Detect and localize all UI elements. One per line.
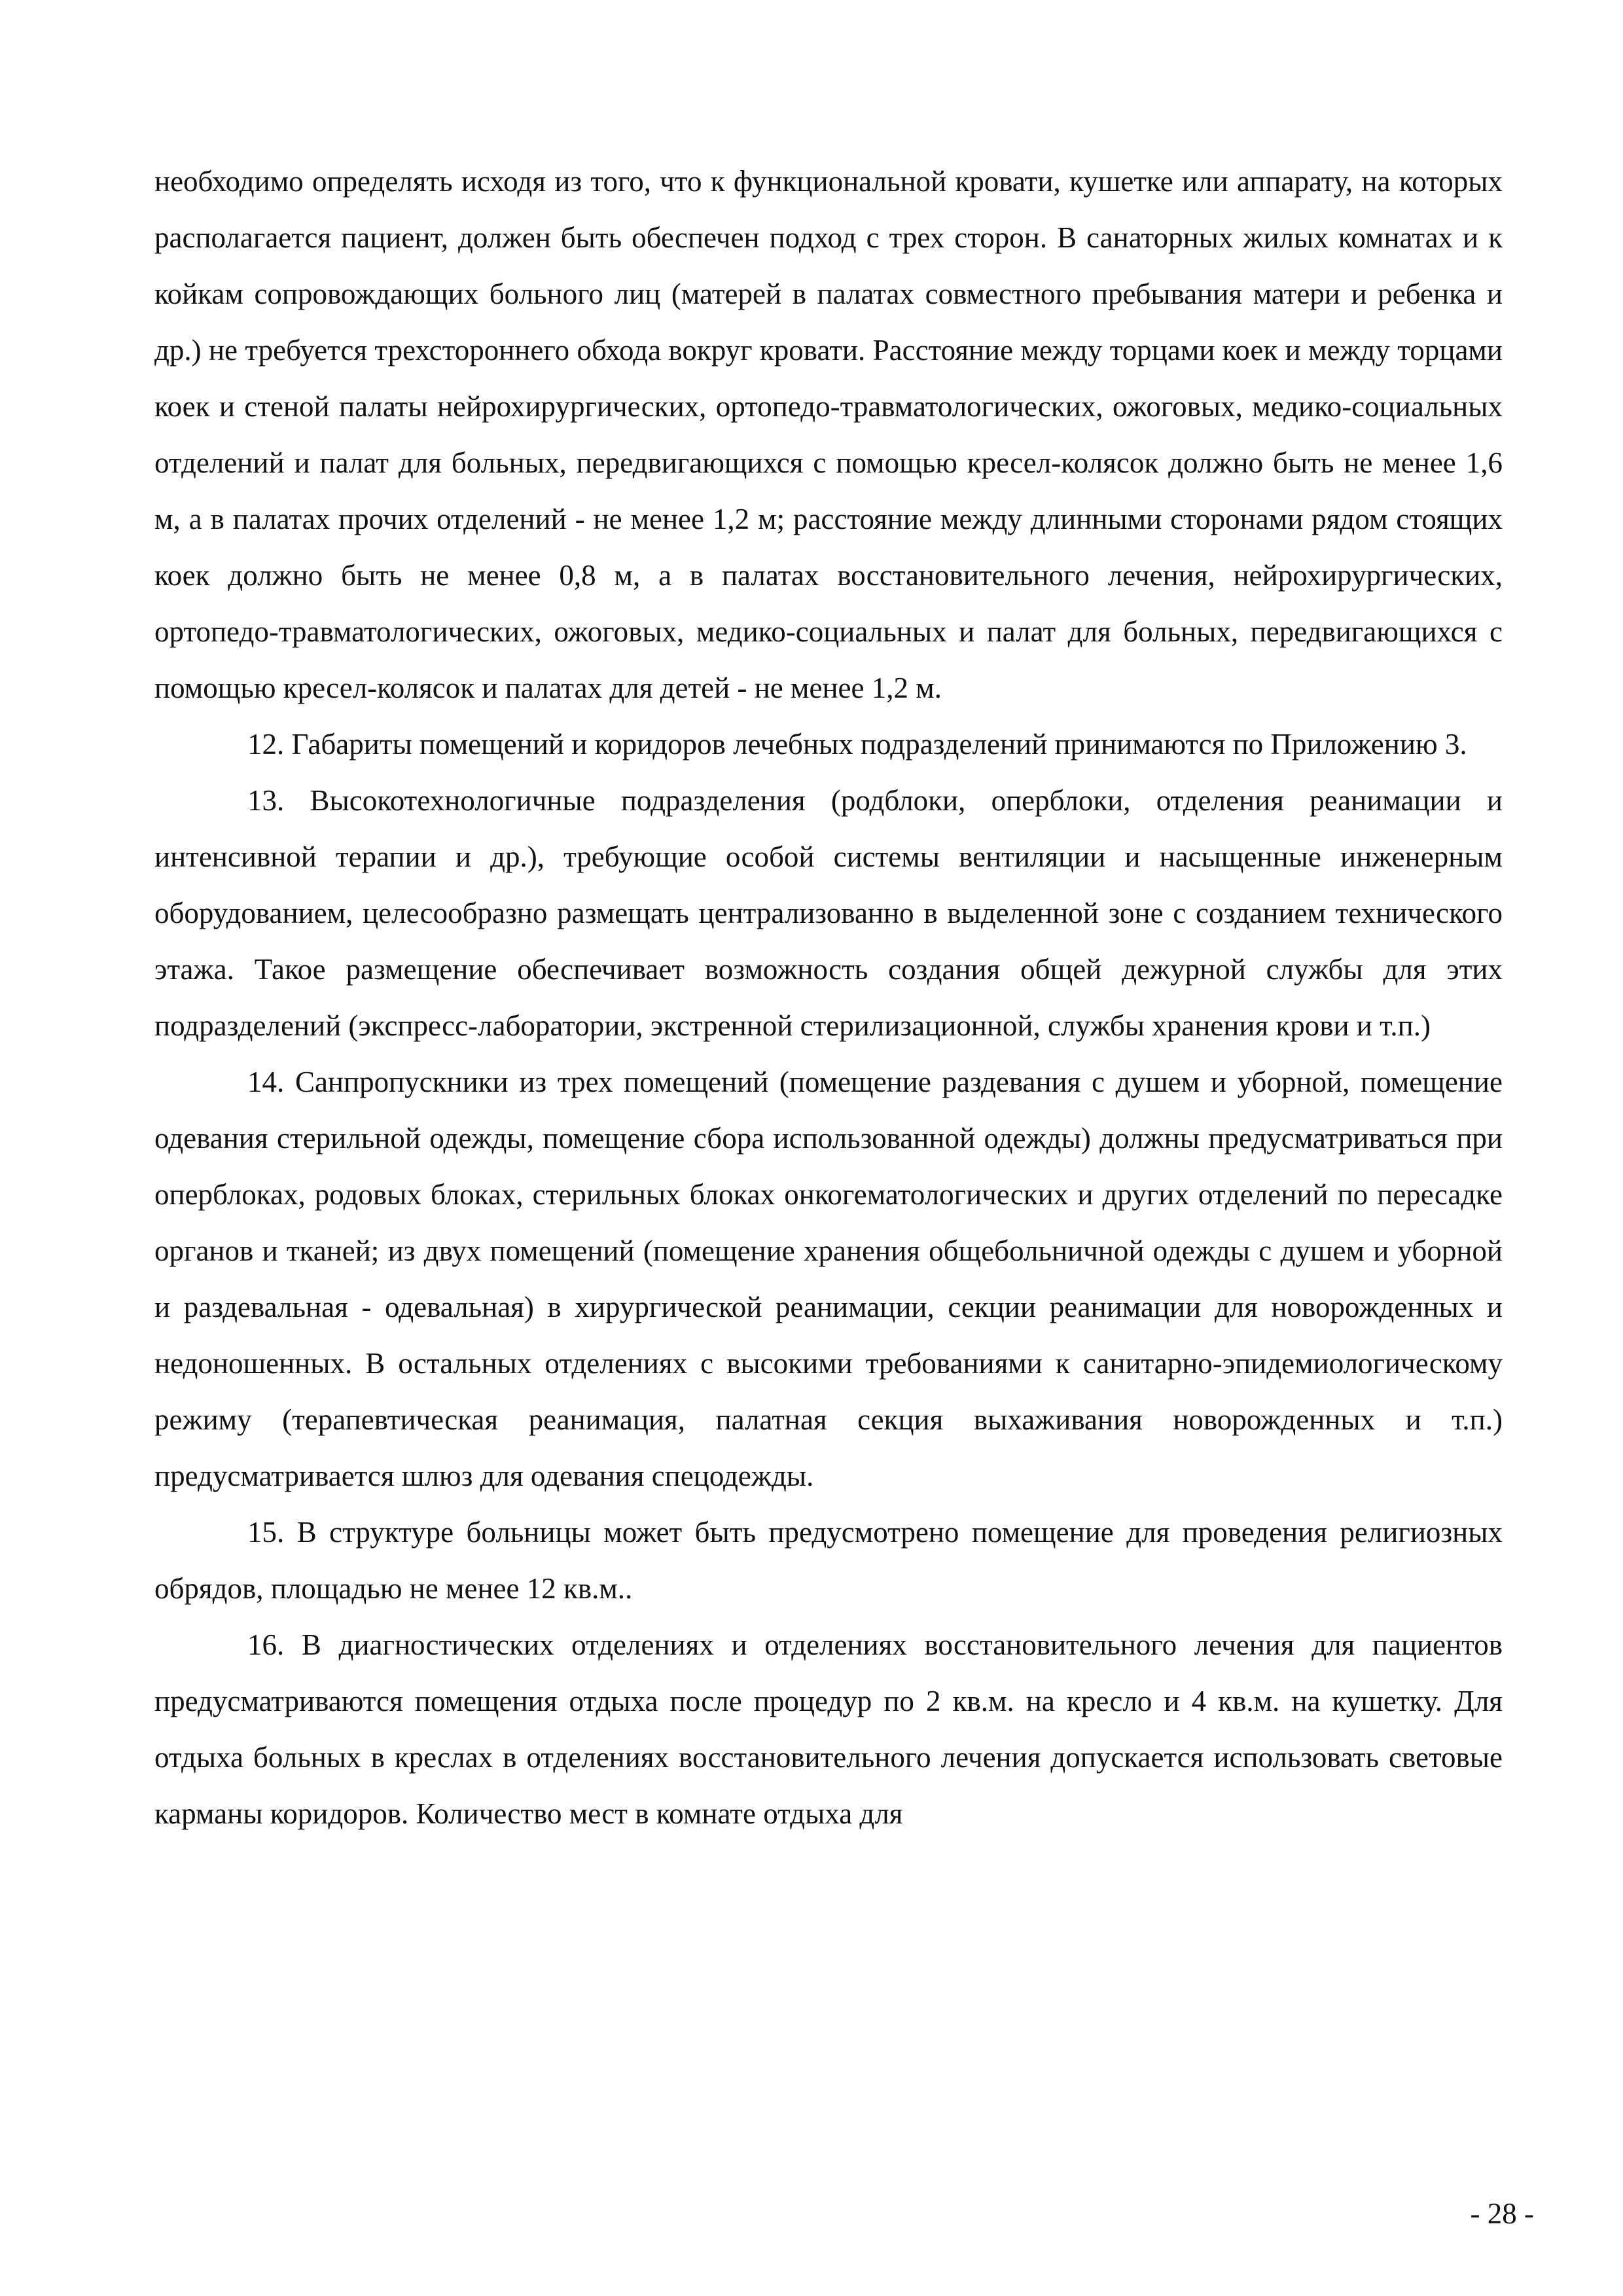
document-body [154, 153, 1503, 1842]
paragraph-continuation: необходимо определять исходя из того, что к функциональной кровати, кушетке или аппарату, на которых располагается пациент, должен быть обеспечен подход с трех сторон. В санаторных жилых комнатах и к койкам сопровождающих больного лиц (матерей в палатах совместного пребывания матери и ребенка и др.) не требуется трехстороннего обхода вокруг кровати. Расстояние между торцами коек и между торцами коек и стеной палаты нейрохирургических, ортопедо-травматологических, ожоговых, медико-социальных отделений и палат для больных, передвигающихся с помощью кресел-колясок должно быть не менее 1,6 м, а в палатах прочих отделений - не менее 1,2 м; расстояние между длинными сторонами рядом стоящих коек должно быть не менее 0,8 м, а в палатах восстановительного лечения, нейрохирургических, ортопедо-травматологических, ожоговых, медико-социальных и палат для больных, передвигающихся с помощью кресел-колясок и палатах для детей - не менее 1,2 м. [154, 165, 1503, 704]
paragraph-item-15: 15. В структуре больницы может быть предусмотрено помещение для проведения религиозных обрядов, площадью не менее 12 кв.м.. [154, 1516, 1503, 1605]
paragraph-item-12: 12. Габариты помещений и коридоров лечебных подразделений принимаются по Приложению 3. [247, 728, 1467, 761]
page-number: - 28 - [1470, 2197, 1534, 2230]
paragraph-item-16: 16. В диагностических отделениях и отделениях восстановительного лечения для пациентов предусматриваются помещения отдыха после процедур по 2 кв.м. на кресло и 4 кв.м. на кушетку. Для отдыха больных в креслах в отделениях восстановительного лечения допускается использовать световые карманы коридоров. Количество мест в комнате отдыха для [154, 1628, 1503, 1830]
paragraph-item-14: 14. Санпропускники из трех помещений (помещение раздевания с душем и уборной, помещение одевания стерильной одежды, помещение сбора использованной одежды) должны предусматриваться при оперблоках, родовых блоках, стерильных блоках онкогематологических и других отделений по пересадке органов и тканей; из двух помещений (помещение хранения общебольничной одежды с душем и уборной и раздевальная - одевальная) в хирургической реанимации, секции реанимации для новорожденных и недоношенных. В остальных отделениях с высокими требованиями к санитарно-эпидемиологическому режиму (терапевтическая реанимация, палатная секция выхаживания новорожденных и т.п.) предусматривается шлюз для одевания спецодежды. [154, 1066, 1503, 1492]
paragraph-item-13: 13. Высокотехнологичные подразделения (родблоки, оперблоки, отделения реанимации и интенсивной терапии и др.), требующие особой системы вентиляции и насыщенные инженерным оборудованием, целесообразно размещать централизованно в выделенной зоне с созданием технического этажа. Такое размещение обеспечивает возможность создания общей дежурной службы для этих подразделений (экспресс-лаборатории, экстренной стерилизационной, службы хранения крови и т.п.) [154, 784, 1503, 1042]
